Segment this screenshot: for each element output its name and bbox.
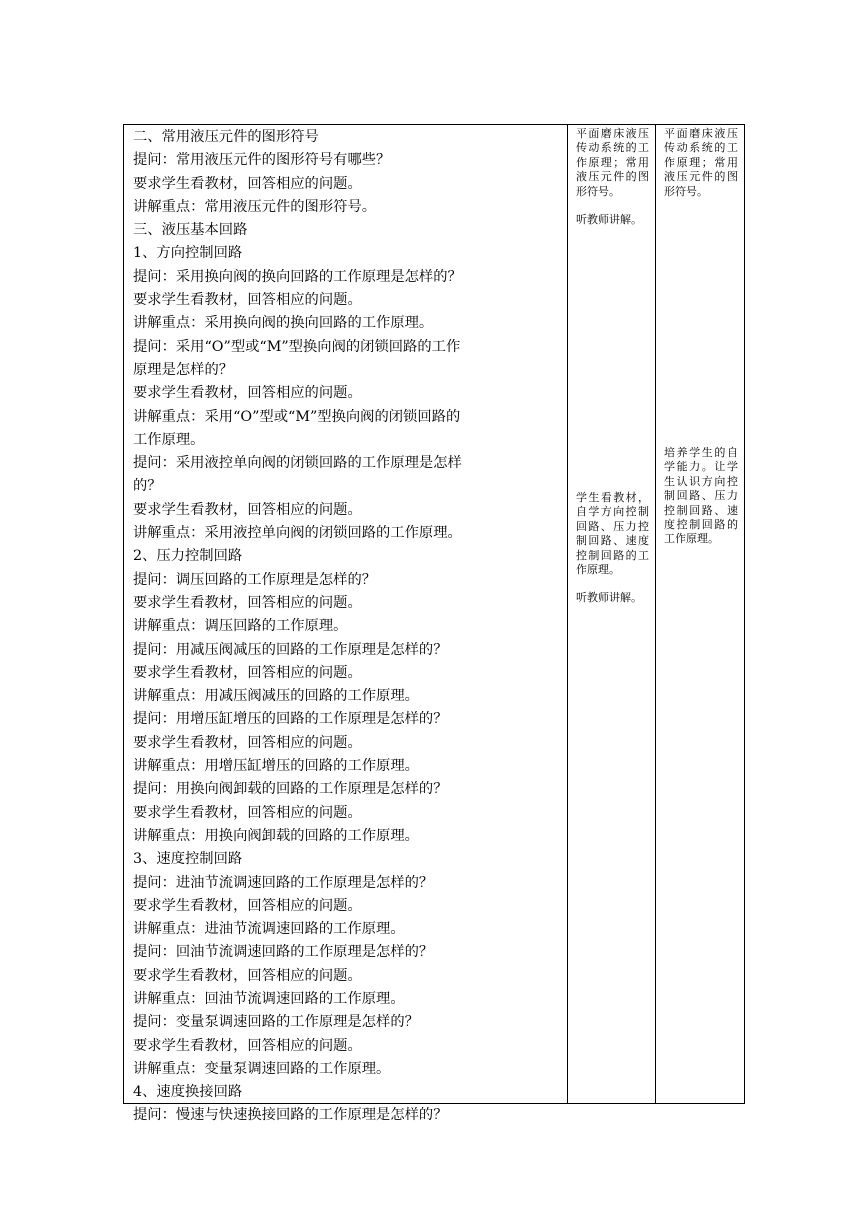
content-line: 讲解重点：常用液压元件的图形符号。 — [133, 198, 377, 215]
content-line: 讲解重点：回油节流调速回路的工作原理。 — [133, 990, 405, 1007]
content-line: 要求学生看教材，回答相应的问题。 — [133, 501, 362, 518]
content-line: 要求学生看教材，回答相应的问题。 — [133, 734, 362, 751]
content-line: 讲解重点：调压回路的工作原理。 — [133, 618, 348, 635]
design-purpose-block-1 — [664, 127, 738, 199]
content-line: 讲解重点：用减压阀减压的回路的工作原理。 — [133, 688, 419, 705]
content-line: 提问：变量泵调速回路的工作原理是怎样的？ — [133, 1014, 419, 1031]
content-line: 讲解重点：采用“O”型或“M”型换向阀的闭锁回路的 — [133, 408, 461, 425]
lesson-table — [123, 124, 745, 1124]
content-line: 1、方向控制回路 — [133, 245, 243, 262]
design-purpose-block-2 — [664, 446, 738, 547]
student-activity-text-2: 学生看教材，自学方向控制回路、压力控制回路、速度控制回路的工作原理。 — [576, 491, 649, 577]
content-line: 要求学生看教材，回答相应的问题。 — [133, 175, 362, 192]
teaching-content-column — [124, 125, 568, 1124]
content-line: 要求学生看教材，回答相应的问题。 — [133, 385, 362, 402]
content-line: 提问：常用液压元件的图形符号有哪些？ — [133, 152, 391, 169]
student-activity-block-1 — [576, 127, 649, 227]
content-line: 提问：采用换向阀的换向回路的工作原理是怎样的？ — [133, 268, 462, 285]
content-line: 提问：慢速与快速换接回路的工作原理是怎样的？ — [133, 1107, 448, 1124]
student-activity-listen-1: 听教师讲解。 — [576, 213, 642, 227]
content-line: 要求学生看教材，回答相应的问题。 — [133, 804, 362, 821]
content-line: 要求学生看教材，回答相应的问题。 — [133, 1037, 362, 1054]
design-purpose-text-2: 培养学生的自学能力。让学生认识方向控制回路、压力控制回路、速度控制回路的工作原理。 — [664, 446, 738, 546]
content-line: 提问：用换向阀卸载的回路的工作原理是怎样的？ — [133, 781, 448, 798]
content-line: 原理是怎样的？ — [133, 361, 234, 378]
content-line: 提问：用增压缸增压的回路的工作原理是怎样的？ — [133, 711, 448, 728]
content-line: 讲解重点：进油节流调速回路的工作原理。 — [133, 921, 405, 938]
content-line: 2、压力控制回路 — [133, 548, 243, 565]
content-line: 讲解重点：变量泵调速回路的工作原理。 — [133, 1060, 391, 1077]
content-line: 要求学生看教材，回答相应的问题。 — [133, 897, 362, 914]
design-purpose-column — [656, 125, 744, 1103]
content-line: 提问：回油节流调速回路的工作原理是怎样的？ — [133, 944, 434, 961]
content-line: 讲解重点：用增压缸增压的回路的工作原理。 — [133, 758, 419, 775]
content-line: 讲解重点：采用液控单向阀的闭锁回路的工作原理。 — [133, 525, 462, 542]
student-activity-column — [568, 125, 656, 1103]
content-line: 提问：进油节流调速回路的工作原理是怎样的？ — [133, 874, 434, 891]
student-activity-listen-2: 听教师讲解。 — [576, 591, 642, 605]
content-line: 工作原理。 — [133, 431, 205, 448]
student-activity-text-1: 平面磨床液压传动系统的工作原理；常用液压元件的图形符号。 — [576, 127, 649, 198]
content-line: 三、液压基本回路 — [133, 222, 248, 239]
content-line: 提问：调压回路的工作原理是怎样的？ — [133, 571, 377, 588]
content-line: 3、速度控制回路 — [133, 851, 243, 868]
student-activity-block-2 — [576, 491, 649, 606]
content-line: 讲解重点：用换向阀卸载的回路的工作原理。 — [133, 827, 419, 844]
content-line: 二、常用液压元件的图形符号 — [133, 129, 319, 145]
content-line: 要求学生看教材，回答相应的问题。 — [133, 292, 362, 309]
content-line: 提问：采用液控单向阀的闭锁回路的工作原理是怎样 — [133, 455, 462, 472]
content-line: 4、速度换接回路 — [133, 1084, 243, 1101]
content-line: 要求学生看教材，回答相应的问题。 — [133, 967, 362, 984]
content-line: 的？ — [133, 478, 162, 495]
content-line: 讲解重点：采用换向阀的换向回路的工作原理。 — [133, 315, 434, 332]
content-line: 要求学生看教材，回答相应的问题。 — [133, 594, 362, 611]
content-line: 提问：采用“O”型或“M”型换向阀的闭锁回路的工作 — [133, 338, 461, 355]
content-line: 要求学生看教材，回答相应的问题。 — [133, 664, 362, 681]
design-purpose-text-1: 平面磨床液压传动系统的工作原理；常用液压元件的图形符号。 — [664, 127, 738, 198]
content-line: 提问：用减压阀减压的回路的工作原理是怎样的？ — [133, 641, 448, 658]
